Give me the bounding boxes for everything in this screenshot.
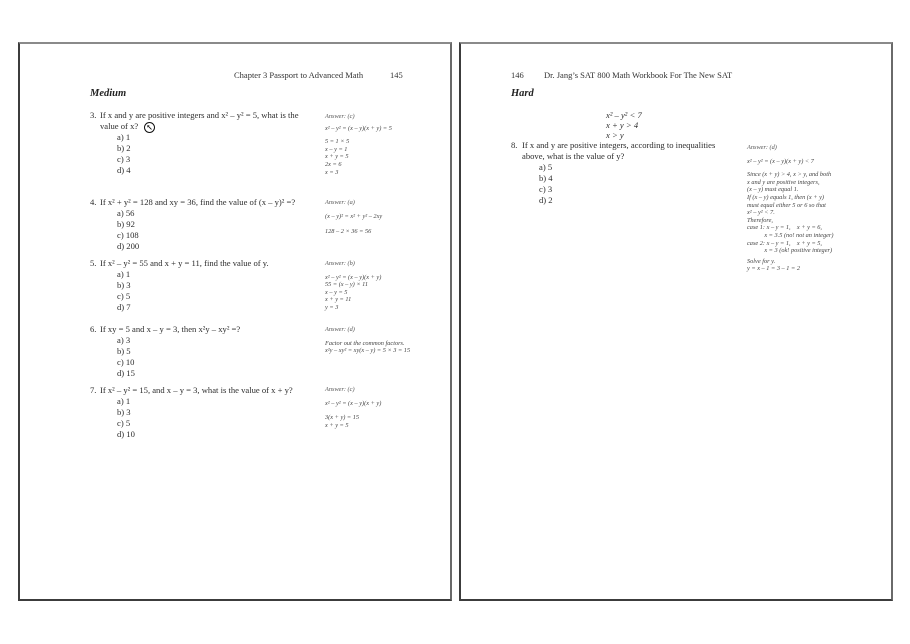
question-text-cont: value of x? xyxy=(100,121,139,131)
option-b: b) 3 xyxy=(117,280,131,290)
left-page-145 xyxy=(18,42,452,601)
question-text: If x² + y² = 128 and xy = 36, find the value of (x – y)² =? xyxy=(100,197,296,207)
solution-line: x² – y² = (x – y)(x + y) xyxy=(325,273,382,281)
question-text: If x² – y² = 15, and x – y = 3, what is the value of x + y? xyxy=(100,385,293,395)
option-d: d) 2 xyxy=(539,195,553,205)
solution-line: 3(x + y) = 15 xyxy=(325,414,360,422)
option-c: c) 3 xyxy=(117,154,131,164)
option-d: d) 4 xyxy=(117,165,131,175)
solution-line: x + y = 5 xyxy=(325,421,349,429)
solution-line: Solve for y. xyxy=(747,257,776,265)
option-a: a) 1 xyxy=(117,269,131,279)
solution-line: x = 3 (ok! positive integer) xyxy=(747,247,833,255)
option-c: c) 10 xyxy=(117,357,135,367)
solution-line: 2x = 6 xyxy=(325,160,342,168)
option-b: b) 3 xyxy=(117,407,131,417)
option-a: a) 3 xyxy=(117,335,131,345)
solution-line: x – y = 5 xyxy=(325,288,348,296)
inequality-line: x + y > 4 xyxy=(606,120,639,130)
page-number: 145 xyxy=(390,70,403,80)
option-a: a) 1 xyxy=(117,396,131,406)
answer-label: Answer: (b) xyxy=(325,260,355,267)
answer-label: Answer: (d) xyxy=(747,144,777,151)
solution-line: x – y = 1 xyxy=(325,145,348,153)
solution-line: If (x – y) equals 1, then (x + y) xyxy=(747,193,824,201)
option-c: c) 5 xyxy=(117,291,131,301)
section-title-hard: Hard xyxy=(511,88,534,99)
running-header: Dr. Jang’s SAT 800 Math Workbook For The New SAT xyxy=(544,70,733,80)
solution-line: Factor out the common factors. xyxy=(325,339,405,347)
solution-line: x = 3.5 (no! not an integer) xyxy=(747,231,834,239)
question-number: 5. xyxy=(90,258,97,268)
answer-block xyxy=(325,113,392,176)
answer-block xyxy=(325,199,382,236)
question-number: 7. xyxy=(90,385,97,395)
option-a: a) 56 xyxy=(117,208,135,218)
solution-line: x + y = 5 xyxy=(325,153,349,161)
solution-line: (x – y) must equal 1. xyxy=(747,186,799,194)
question-text: If xy = 5 and x – y = 3, then x²y – xy² =? xyxy=(100,324,241,334)
mouse-pointer-icon: ↖ xyxy=(144,122,155,133)
option-c: c) 3 xyxy=(539,184,553,194)
solution-line: 128 – 2 × 36 = 56 xyxy=(325,228,372,236)
answer-label: Answer: (c) xyxy=(325,113,355,120)
question-number: 4. xyxy=(90,197,97,207)
solution-line: x²y – xy² = xy(x – y) = 5 × 3 = 15 xyxy=(325,347,411,355)
option-b: b) 2 xyxy=(117,143,131,153)
question-number: 8. xyxy=(511,140,518,150)
inequality-line: x² – y² < 7 xyxy=(606,110,642,120)
question-number: 6. xyxy=(90,324,97,334)
right-page-146 xyxy=(459,42,893,601)
answer-block xyxy=(325,386,381,429)
question-number: 3. xyxy=(90,110,97,120)
option-b: b) 4 xyxy=(539,173,553,183)
solution-line: 55 = (x – y) × 11 xyxy=(325,281,369,289)
inequality-system xyxy=(606,110,642,140)
question-text-cont: above, what is the value of y? xyxy=(522,151,625,161)
option-a: a) 5 xyxy=(539,162,553,172)
option-d: d) 7 xyxy=(117,302,131,312)
solution-line: Therefore, xyxy=(747,216,773,224)
solution-line: x² – y² < 7. xyxy=(747,209,775,217)
option-d: d) 15 xyxy=(117,368,135,378)
solution-line: case 2: x – y = 1, x + y = 5, xyxy=(747,239,822,247)
solution-line: x = 3 xyxy=(325,168,339,176)
option-b: b) 92 xyxy=(117,219,135,229)
option-b: b) 5 xyxy=(117,346,131,356)
option-c: c) 5 xyxy=(117,418,131,428)
solution-line: y = 3 xyxy=(325,303,339,311)
section-title-medium: Medium xyxy=(90,88,127,99)
question-text: If x² – y² = 55 and x + y = 11, find the value of y. xyxy=(100,258,269,268)
answer-label: Answer: (d) xyxy=(325,326,355,333)
solution-line: x² – y² = (x – y)(x + y) < 7 xyxy=(747,157,814,165)
answer-block xyxy=(325,260,381,312)
solution-line: (x – y)² = x² + y² – 2xy xyxy=(325,212,383,220)
option-a: a) 1 xyxy=(117,132,131,142)
answer-block xyxy=(747,144,833,273)
solution-line: Since (x + y) > 4, x > y, and both xyxy=(747,171,832,179)
solution-line: x² – y² = (x – y)(x + y) xyxy=(325,399,382,407)
solution-line: x² – y² = (x – y)(x + y) = 5 xyxy=(325,124,392,132)
question-text: If x and y are positive integers, according to inequalities xyxy=(522,140,716,150)
option-c: c) 108 xyxy=(117,230,139,240)
answer-label: Answer: (a) xyxy=(325,199,355,206)
answer-label: Answer: (c) xyxy=(325,386,355,393)
solution-line: y = x – 1 = 3 – 1 = 2 xyxy=(747,265,800,273)
solution-line: x + y = 11 xyxy=(325,296,352,304)
option-d: d) 200 xyxy=(117,241,140,251)
solution-line: case 1: x – y = 1, x + y = 6, xyxy=(747,224,822,232)
question-text: If x and y are positive integers and x² – y² = 5, what is the xyxy=(100,110,299,120)
running-header: Chapter 3 Passport to Advanced Math xyxy=(234,70,364,80)
solution-line: must equal either 5 or 6 so that xyxy=(747,201,826,209)
page-number: 146 xyxy=(511,70,524,80)
option-d: d) 10 xyxy=(117,429,135,439)
answer-block xyxy=(325,326,410,355)
inequality-line: x > y xyxy=(606,130,624,140)
solution-line: x and y are positive integers, xyxy=(747,178,820,186)
solution-line: 5 = 1 × 5 xyxy=(325,138,350,146)
